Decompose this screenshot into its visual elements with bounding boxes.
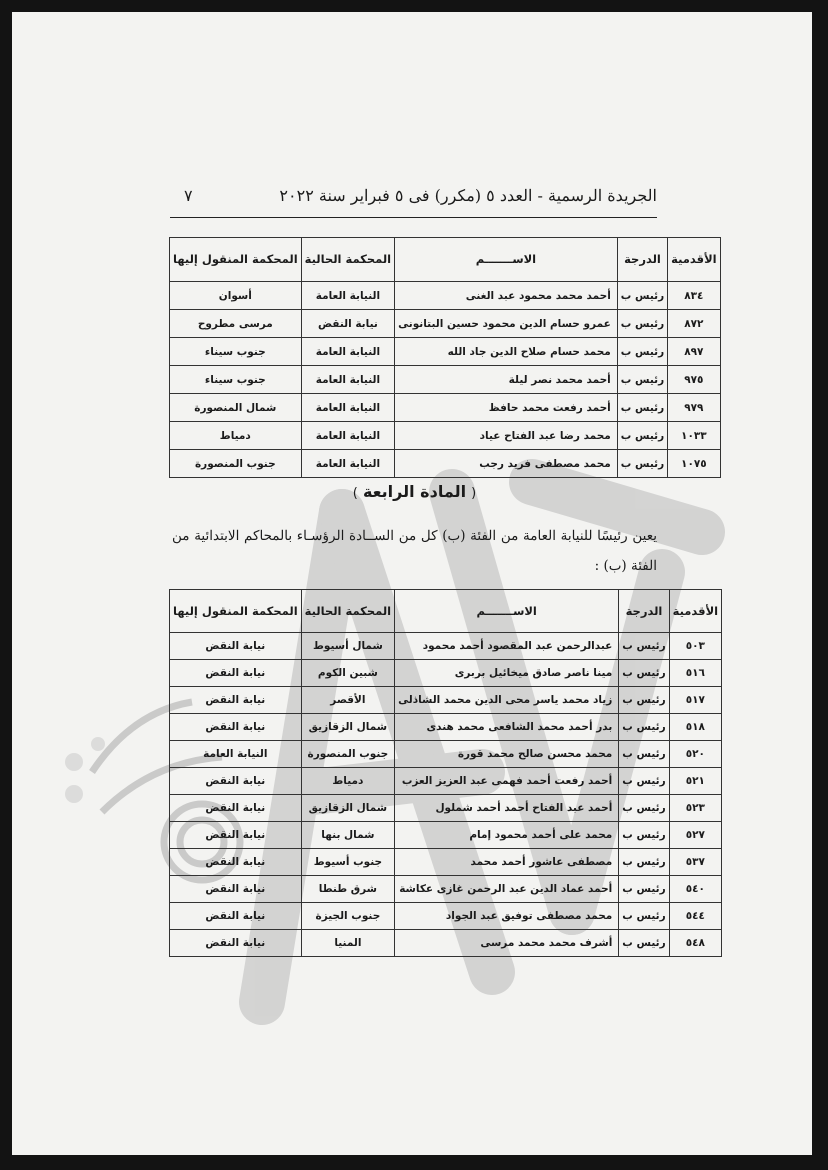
seniority-cell: ٨٩٧ bbox=[668, 338, 720, 366]
seniority-cell: ٩٧٩ bbox=[668, 394, 720, 422]
col-header-grade: الدرجة bbox=[617, 238, 667, 282]
new-court-cell: شمال المنصورة bbox=[170, 394, 302, 422]
new-court-cell: جنوب سيناء bbox=[170, 366, 302, 394]
table-row bbox=[170, 338, 721, 366]
name-cell: مينا ناصر صادق ميخائيل بربرى bbox=[395, 660, 619, 687]
document-page bbox=[12, 12, 812, 1155]
name-cell: مصطفى عاشور أحمد محمد bbox=[395, 849, 619, 876]
seniority-cell: ٥٤٤ bbox=[669, 903, 721, 930]
table-row bbox=[170, 903, 722, 930]
grade-cell: رئيس ب bbox=[617, 450, 667, 478]
name-cell: محمد رضا عبد الفتاح عياد bbox=[395, 422, 618, 450]
seniority-cell: ٥٤٨ bbox=[669, 930, 721, 957]
current-court-cell: المنيا bbox=[301, 930, 395, 957]
transfer-table-1 bbox=[169, 237, 721, 478]
seniority-cell: ١٠٣٣ bbox=[668, 422, 720, 450]
current-court-cell: شمال الزقازيق bbox=[301, 795, 395, 822]
current-court-cell: شمال الزقازيق bbox=[301, 714, 395, 741]
name-cell: أحمد عماد الدين عبد الرحمن غازى عكاشة bbox=[395, 876, 619, 903]
seniority-cell: ٥٢٧ bbox=[669, 822, 721, 849]
name-cell: أحمد رفعت محمد حافظ bbox=[395, 394, 618, 422]
new-court-cell: جنوب المنصورة bbox=[170, 450, 302, 478]
new-court-cell: دمياط bbox=[170, 422, 302, 450]
col-header-current-court: المحكمة الحالية bbox=[301, 238, 395, 282]
grade-cell: رئيس ب bbox=[619, 822, 669, 849]
gazette-title: الجريدة الرسمية - العدد ٥ (مكرر) فى ٥ فبراير سنة ٢٠٢٢ bbox=[279, 186, 657, 205]
current-court-cell: جنوب الجيزة bbox=[301, 903, 395, 930]
article-paragraph: يعين رئيسًا للنيابة العامة من الفئة (ب) كل من الســادة الرؤسـاء بالمحاكم الابتدائية من الفئة (ب) : bbox=[172, 528, 657, 574]
name-cell: محمد على أحمد محمود إمام bbox=[395, 822, 619, 849]
col-header-new-court: المحكمة المنقول إليها bbox=[170, 590, 302, 633]
grade-cell: رئيس ب bbox=[617, 394, 667, 422]
seniority-cell: ٥١٨ bbox=[669, 714, 721, 741]
name-cell: عبدالرحمن عبد المقصود أحمد محمود bbox=[395, 633, 619, 660]
name-cell: عمرو حسام الدين محمود حسين البتانونى bbox=[395, 310, 618, 338]
seniority-cell: ٥٣٧ bbox=[669, 849, 721, 876]
seniority-cell: ٥٢٠ bbox=[669, 741, 721, 768]
table-row bbox=[170, 633, 722, 660]
current-court-cell: نيابة النقض bbox=[301, 310, 395, 338]
name-cell: أحمد رفعت أحمد فهمى عبد العزيز العزب bbox=[395, 768, 619, 795]
current-court-cell: جنوب المنصورة bbox=[301, 741, 395, 768]
grade-cell: رئيس ب bbox=[619, 876, 669, 903]
seniority-cell: ٥٠٣ bbox=[669, 633, 721, 660]
current-court-cell: شمال أسيوط bbox=[301, 633, 395, 660]
col-header-seniority: الأقدمية bbox=[668, 238, 720, 282]
col-header-name: الاســـــــم bbox=[395, 238, 618, 282]
new-court-cell: نيابة النقض bbox=[170, 660, 302, 687]
table-row bbox=[170, 282, 721, 310]
table-row bbox=[170, 930, 722, 957]
current-court-cell: النيابة العامة bbox=[301, 394, 395, 422]
name-cell: زياد محمد ياسر محى الدين محمد الشاذلى bbox=[395, 687, 619, 714]
table-row bbox=[170, 450, 721, 478]
table-row bbox=[170, 822, 722, 849]
article-title bbox=[172, 482, 657, 501]
name-cell: محمد مصطفى توفيق عبد الجواد bbox=[395, 903, 619, 930]
current-court-cell: النيابة العامة bbox=[301, 338, 395, 366]
new-court-cell: مرسى مطروح bbox=[170, 310, 302, 338]
table-row bbox=[170, 394, 721, 422]
table-row bbox=[170, 366, 721, 394]
new-court-cell: نيابة النقض bbox=[170, 849, 302, 876]
grade-cell: رئيس ب bbox=[617, 282, 667, 310]
new-court-cell: أسوان bbox=[170, 282, 302, 310]
seniority-cell: ٥٢١ bbox=[669, 768, 721, 795]
new-court-cell: نيابة النقض bbox=[170, 930, 302, 957]
current-court-cell: دمياط bbox=[301, 768, 395, 795]
page-header bbox=[172, 180, 657, 216]
current-court-cell: النيابة العامة bbox=[301, 366, 395, 394]
current-court-cell: جنوب أسيوط bbox=[301, 849, 395, 876]
col-header-current-court: المحكمة الحالية bbox=[301, 590, 395, 633]
grade-cell: رئيس ب bbox=[617, 422, 667, 450]
table-row bbox=[170, 876, 722, 903]
current-court-cell: النيابة العامة bbox=[301, 422, 395, 450]
grade-cell: رئيس ب bbox=[619, 768, 669, 795]
seniority-cell: ٥١٧ bbox=[669, 687, 721, 714]
table-row bbox=[170, 795, 722, 822]
grade-cell: رئيس ب bbox=[617, 366, 667, 394]
current-court-cell: النيابة العامة bbox=[301, 450, 395, 478]
new-court-cell: نيابة النقض bbox=[170, 795, 302, 822]
new-court-cell: نيابة النقض bbox=[170, 876, 302, 903]
article-title-text: المادة الرابعة bbox=[362, 482, 467, 501]
col-header-name: الاســـــــم bbox=[395, 590, 619, 633]
paren-close: ) bbox=[352, 486, 358, 501]
table-row bbox=[170, 422, 721, 450]
new-court-cell: نيابة النقض bbox=[170, 822, 302, 849]
paren-open: ( bbox=[471, 486, 477, 501]
new-court-cell: النيابة العامة bbox=[170, 741, 302, 768]
table-row bbox=[170, 768, 722, 795]
table-row bbox=[170, 687, 722, 714]
grade-cell: رئيس ب bbox=[619, 903, 669, 930]
current-court-cell: الأقصر bbox=[301, 687, 395, 714]
name-cell: أحمد عبد الفتاح أحمد أحمد شملول bbox=[395, 795, 619, 822]
name-cell: أحمد محمد نصر ليلة bbox=[395, 366, 618, 394]
table-row bbox=[170, 310, 721, 338]
grade-cell: رئيس ب bbox=[617, 338, 667, 366]
grade-cell: رئيس ب bbox=[619, 633, 669, 660]
new-court-cell: جنوب سيناء bbox=[170, 338, 302, 366]
seniority-cell: ٨٧٢ bbox=[668, 310, 720, 338]
new-court-cell: نيابة النقض bbox=[170, 903, 302, 930]
grade-cell: رئيس ب bbox=[619, 741, 669, 768]
current-court-cell: شمال بنها bbox=[301, 822, 395, 849]
grade-cell: رئيس ب bbox=[617, 310, 667, 338]
name-cell: محمد محسن صالح محمد قورة bbox=[395, 741, 619, 768]
current-court-cell: النيابة العامة bbox=[301, 282, 395, 310]
grade-cell: رئيس ب bbox=[619, 795, 669, 822]
header-divider bbox=[170, 217, 657, 218]
table-header-row bbox=[170, 590, 722, 633]
name-cell: بدر أحمد محمد الشافعى محمد هندى bbox=[395, 714, 619, 741]
table-row bbox=[170, 660, 722, 687]
seniority-cell: ٨٣٤ bbox=[668, 282, 720, 310]
seniority-cell: ٩٧٥ bbox=[668, 366, 720, 394]
col-header-new-court: المحكمة المنقول إليها bbox=[170, 238, 302, 282]
grade-cell: رئيس ب bbox=[619, 660, 669, 687]
seniority-cell: ٥١٦ bbox=[669, 660, 721, 687]
name-cell: محمد مصطفى فريد رجب bbox=[395, 450, 618, 478]
col-header-seniority: الأقدمية bbox=[669, 590, 721, 633]
current-court-cell: شرق طنطا bbox=[301, 876, 395, 903]
name-cell: أحمد محمد محمود عبد الغنى bbox=[395, 282, 618, 310]
seniority-cell: ١٠٧٥ bbox=[668, 450, 720, 478]
seniority-cell: ٥٤٠ bbox=[669, 876, 721, 903]
seniority-cell: ٥٢٣ bbox=[669, 795, 721, 822]
table-row bbox=[170, 714, 722, 741]
grade-cell: رئيس ب bbox=[619, 849, 669, 876]
grade-cell: رئيس ب bbox=[619, 687, 669, 714]
transfer-table-2 bbox=[169, 589, 722, 957]
table-header-row bbox=[170, 238, 721, 282]
grade-cell: رئيس ب bbox=[619, 930, 669, 957]
page-number: ٧ bbox=[184, 186, 193, 205]
table-row bbox=[170, 741, 722, 768]
grade-cell: رئيس ب bbox=[619, 714, 669, 741]
name-cell: أشرف محمد محمد مرسى bbox=[395, 930, 619, 957]
name-cell: محمد حسام صلاح الدين جاد الله bbox=[395, 338, 618, 366]
table-row bbox=[170, 849, 722, 876]
col-header-grade: الدرجة bbox=[619, 590, 669, 633]
current-court-cell: شبين الكوم bbox=[301, 660, 395, 687]
new-court-cell: نيابة النقض bbox=[170, 687, 302, 714]
new-court-cell: نيابة النقض bbox=[170, 768, 302, 795]
new-court-cell: نيابة النقض bbox=[170, 714, 302, 741]
new-court-cell: نيابة النقض bbox=[170, 633, 302, 660]
